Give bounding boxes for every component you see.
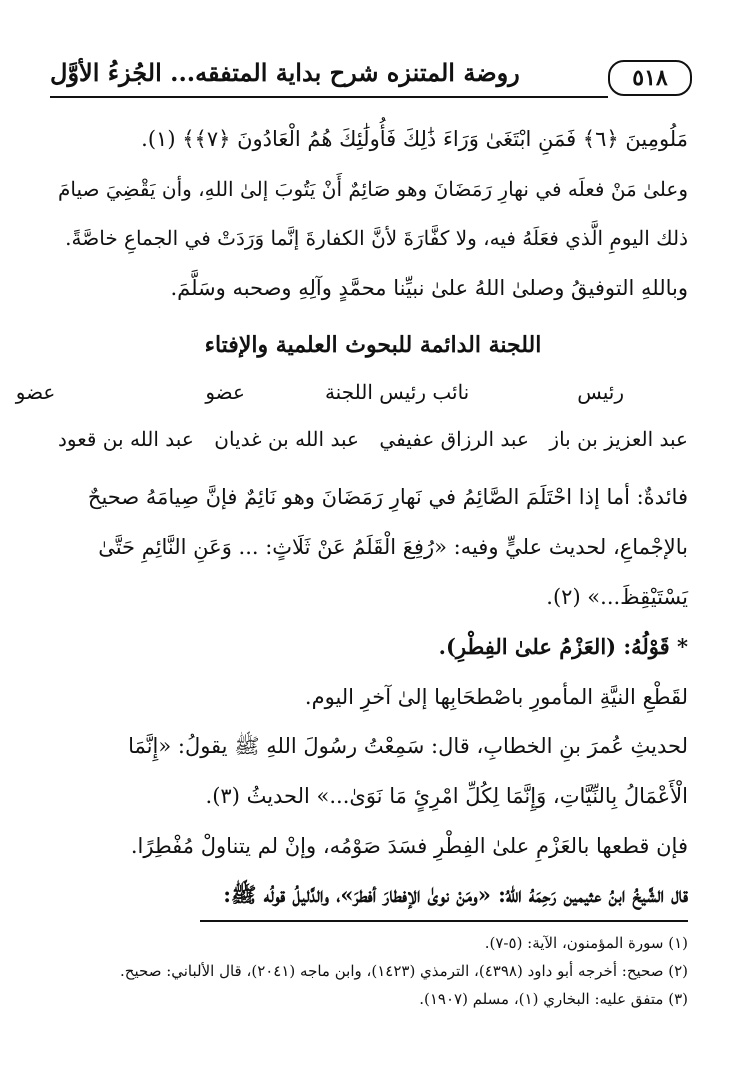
committee-title-president: رئيس: [577, 380, 624, 404]
page-header: [50, 56, 692, 102]
footnote-3: (٣) متفق عليه: البخاري (١)، مسلم (١٩٠٧).: [419, 990, 688, 1008]
committee-heading: اللجنة الدائمة للبحوث العلمية والإفتاء: [204, 332, 542, 358]
committee-title-vice: نائب رئيس اللجنة: [324, 380, 470, 404]
committee-title-member-1: عضو: [205, 380, 245, 404]
committee-titles-row: [15, 380, 688, 404]
text-line-1: مَلُومِينَ ﴿٦﴾ فَمَنِ ابْتَغَىٰ وَرَاءَ ذَٰلِكَ فَأُولَٰئِكَ هُمُ الْعَادُونَ ﴿٧﴾﴾ (١).: [141, 127, 688, 151]
text-line-8: * قَوْلُهُ: (العَزْمُ علىٰ الفِطْرِ).: [438, 634, 688, 659]
text-line-9: لقَطْعِ النيَّةِ المأمورِ باصْطحَابِها إلىٰ آخرِ اليوم.: [304, 685, 688, 709]
committee-title-member-2: عضو: [15, 380, 56, 404]
footnote-1: (١) سورة المؤمنون، الآية: (٥-٧).: [484, 934, 688, 952]
footnote-rule: [200, 920, 688, 922]
text-line-4: وباللهِ التوفيقُ وصلىٰ اللهُ علىٰ نبيِّنا محمَّدٍ وآلِهِ وصحبه وسَلَّمَ.: [170, 276, 688, 300]
footnote-2: (٢) صحيح: أخرجه أبو داود (٤٣٩٨)، الترمذي (١٤٢٣)، وابن ماجه (٢٠٤١)، قال الألباني: صحيح.: [120, 962, 688, 980]
committee-name-3: عبد الله بن غديان: [214, 427, 359, 451]
running-title: [50, 58, 596, 94]
header-rule: [50, 96, 608, 98]
text-line-6: بالإجْماعِ، لحديث عليٍّ وفيه: «رُفِعَ الْقَلَمُ عَنْ ثَلَاثٍ: ... وَعَنِ النَّائِمِ حَتَّىٰ: [98, 535, 688, 559]
text-line-7: يَسْتَيْقِظَ...» (٢).: [546, 585, 688, 609]
committee-name-4: عبد الله بن قعود: [58, 427, 194, 451]
committee-name-2: عبد الرزاق عفيفي: [379, 427, 529, 451]
text-line-10: لحديثِ عُمرَ بنِ الخطابِ، قال: سَمِعْتُ رسُولَ اللهِ ﷺ يقولُ: «إِنَّمَا: [128, 734, 688, 758]
text-line-12: فإن قطعها بالعَزْمِ علىٰ الفِطْرِ فسَدَ صَوْمُه، وإنْ لم يتناولْ مُفْطِرًا.: [130, 834, 688, 858]
page-number: ٥١٨: [608, 60, 692, 96]
text-line-5: فائدةٌ: أما إذا احْتَلَمَ الصَّائِمُ في نَهارِ رَمَضَانَ وهو نَائِمٌ فإنَّ صِيامَهُ صحيحٌ: [87, 485, 688, 509]
text-line-3: ذلك اليومِ الَّذي فعَلَهُ فيه، ولا كفَّارَةَ لأنَّ الكفارةَ إنَّما وَرَدَتْ في الجماعِ خاصَّةً.: [65, 226, 688, 250]
running-title-text: روضة المتنزه شرح بداية المتفقه... الجُزءُ الأوَّل: [50, 58, 520, 87]
text-line-2: وعلىٰ مَنْ فعلَه في نهارِ رَمَضَانَ وهو صَائِمٌ أَنْ يَتُوبَ إلىٰ اللهِ، وأن يَقْضِيَ صيامَ: [58, 177, 688, 201]
committee-names-row: [58, 427, 688, 451]
text-line-13: قال الشَّيخُ ابنُ عثيمين رَحِمَهُ اللهُ: «ومَنْ نوىٰ الإفطارَ أفطرَ»، والدَّليلُ قولُه ﷺ:: [223, 882, 688, 907]
text-line-11: الْأَعْمَالُ بِالنِّيَّاتِ، وَإِنَّمَا لِكُلِّ امْرِئٍ مَا نَوَىٰ...» الحديثُ (٣).: [205, 784, 688, 808]
committee-name-1: عبد العزيز بن باز: [549, 427, 688, 451]
